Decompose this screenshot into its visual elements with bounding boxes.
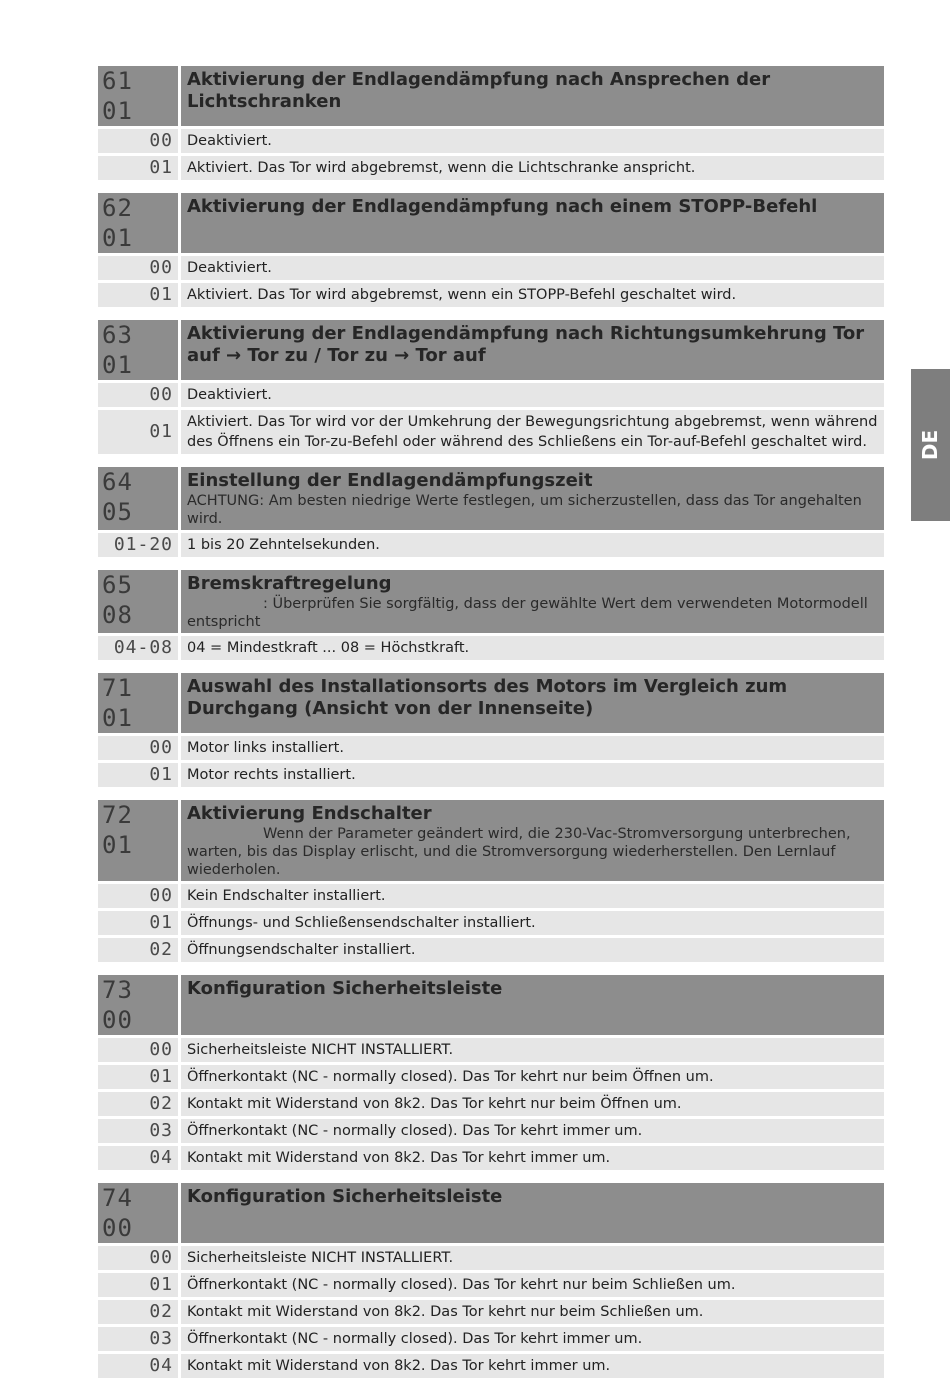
parameter-header	[98, 66, 884, 126]
option-row	[98, 156, 884, 180]
option-value: 01	[98, 1273, 178, 1297]
parameter-note	[187, 825, 878, 879]
parameter-note-text: ACHTUNG: Am besten niedrige Werte festlegen, um sicherzustellen, dass das Tor angehalten wird.	[187, 493, 862, 527]
option-value: 03	[98, 1327, 178, 1351]
option-row	[98, 1092, 884, 1116]
parameter-description	[181, 570, 884, 633]
parameter-description	[181, 800, 884, 881]
option-text: Deaktiviert.	[181, 256, 884, 280]
option-text: Kontakt mit Widerstand von 8k2. Das Tor kehrt immer um.	[181, 1354, 884, 1378]
parameter-header	[98, 800, 884, 881]
parameter-section	[98, 800, 884, 962]
option-text: Öffnerkontakt (NC - normally closed). Das Tor kehrt nur beim Schließen um.	[181, 1273, 884, 1297]
parameter-code: 74 00	[98, 1183, 178, 1243]
parameter-table	[98, 66, 884, 1391]
parameter-section	[98, 1183, 884, 1378]
parameter-note	[187, 595, 878, 631]
option-value: 00	[98, 736, 178, 760]
option-value: 01	[98, 763, 178, 787]
parameter-note-text: : Überprüfen Sie sorgfältig, dass der gewählte Wert dem verwendeten Motormodell entspricht	[187, 596, 868, 630]
parameter-header	[98, 1183, 884, 1243]
parameter-section	[98, 467, 884, 557]
parameter-description	[181, 320, 884, 380]
parameter-title: Aktivierung der Endlagendämpfung nach Richtungsumkehrung Tor auf → Tor zu / Tor zu → Tor auf	[187, 323, 865, 366]
option-text: Deaktiviert.	[181, 129, 884, 153]
parameter-note-text: Wenn der Parameter geändert wird, die 230-Vac-Stromversorgung unterbrechen, warten, bis das Display erlischt, und die Stromversorgung wiederherstellen. Den Lernlauf wiederholen.	[187, 826, 851, 878]
option-text: Aktiviert. Das Tor wird abgebremst, wenn ein STOPP-Befehl geschaltet wird.	[181, 283, 884, 307]
option-row	[98, 1354, 884, 1378]
parameter-code: 72 01	[98, 800, 178, 881]
option-text: Öffnungs- und Schließensendschalter installiert.	[181, 911, 884, 935]
option-text: 1 bis 20 Zehntelsekunden.	[181, 533, 884, 557]
option-value: 00	[98, 1246, 178, 1270]
option-row	[98, 1300, 884, 1324]
option-value: 00	[98, 256, 178, 280]
option-value: 01	[98, 156, 178, 180]
option-text: Öffnerkontakt (NC - normally closed). Das Tor kehrt nur beim Öffnen um.	[181, 1065, 884, 1089]
option-text: Motor links installiert.	[181, 736, 884, 760]
option-row	[98, 1246, 884, 1270]
option-row	[98, 884, 884, 908]
parameter-title: Aktivierung Endschalter	[187, 803, 432, 824]
parameter-header	[98, 975, 884, 1035]
option-value: 04	[98, 1146, 178, 1170]
option-row	[98, 763, 884, 787]
parameter-title: Aktivierung der Endlagendämpfung nach einem STOPP-Befehl	[187, 196, 818, 217]
option-row	[98, 410, 884, 454]
option-value: 00	[98, 383, 178, 407]
option-row	[98, 383, 884, 407]
option-row	[98, 736, 884, 760]
option-text: Öffnerkontakt (NC - normally closed). Das Tor kehrt immer um.	[181, 1327, 884, 1351]
option-value: 00	[98, 129, 178, 153]
option-row	[98, 1327, 884, 1351]
option-text: Aktiviert. Das Tor wird vor der Umkehrung der Bewegungsrichtung abgebremst, wenn während des Öffnens ein Tor-zu-Befehl oder während des Schließens ein Tor-auf-Befehl geschaltet wird.	[181, 410, 884, 454]
option-text: Kontakt mit Widerstand von 8k2. Das Tor kehrt immer um.	[181, 1146, 884, 1170]
option-row	[98, 938, 884, 962]
parameter-code: 64 05	[98, 467, 178, 530]
parameter-title: Bremskraftregelung	[187, 573, 392, 594]
parameter-note	[187, 492, 878, 528]
parameter-code: 63 01	[98, 320, 178, 380]
parameter-code: 65 08	[98, 570, 178, 633]
parameter-title: Aktivierung der Endlagendämpfung nach Ansprechen der Lichtschranken	[187, 69, 771, 112]
parameter-header	[98, 673, 884, 733]
option-text: Aktiviert. Das Tor wird abgebremst, wenn die Lichtschranke anspricht.	[181, 156, 884, 180]
option-row	[98, 283, 884, 307]
option-text: Kontakt mit Widerstand von 8k2. Das Tor kehrt nur beim Schließen um.	[181, 1300, 884, 1324]
parameter-header	[98, 570, 884, 633]
parameter-section	[98, 673, 884, 787]
option-value: 02	[98, 1300, 178, 1324]
parameter-description	[181, 193, 884, 253]
parameter-code: 62 01	[98, 193, 178, 253]
parameter-description	[181, 467, 884, 530]
option-value: 04-08	[98, 636, 178, 660]
language-tab-label: DE	[918, 429, 943, 461]
parameter-section	[98, 975, 884, 1170]
option-row	[98, 129, 884, 153]
option-row	[98, 1273, 884, 1297]
parameter-header	[98, 320, 884, 380]
option-value: 01	[98, 283, 178, 307]
option-text: 04 = Mindestkraft ... 08 = Höchstkraft.	[181, 636, 884, 660]
parameter-section	[98, 66, 884, 180]
option-text: Öffnerkontakt (NC - normally closed). Das Tor kehrt immer um.	[181, 1119, 884, 1143]
parameter-description	[181, 975, 884, 1035]
option-text: Kein Endschalter installiert.	[181, 884, 884, 908]
parameter-code: 71 01	[98, 673, 178, 733]
parameter-title: Einstellung der Endlagendämpfungszeit	[187, 470, 593, 491]
option-value: 01-20	[98, 533, 178, 557]
option-row	[98, 911, 884, 935]
parameter-description	[181, 673, 884, 733]
parameter-header	[98, 193, 884, 253]
option-row	[98, 636, 884, 660]
option-row	[98, 1146, 884, 1170]
option-text: Sicherheitsleiste NICHT INSTALLIERT.	[181, 1246, 884, 1270]
option-row	[98, 533, 884, 557]
option-value: 01	[98, 410, 178, 454]
option-value: 04	[98, 1354, 178, 1378]
option-row	[98, 1119, 884, 1143]
option-value: 01	[98, 1065, 178, 1089]
parameter-title: Konfiguration Sicherheitsleiste	[187, 978, 503, 999]
option-text: Kontakt mit Widerstand von 8k2. Das Tor kehrt nur beim Öffnen um.	[181, 1092, 884, 1116]
option-row	[98, 1038, 884, 1062]
parameter-header	[98, 467, 884, 530]
option-value: 00	[98, 1038, 178, 1062]
option-text: Sicherheitsleiste NICHT INSTALLIERT.	[181, 1038, 884, 1062]
parameter-title: Konfiguration Sicherheitsleiste	[187, 1186, 503, 1207]
parameter-title: Auswahl des Installationsorts des Motors im Vergleich zum Durchgang (Ansicht von der Innenseite)	[187, 676, 788, 719]
option-value: 02	[98, 938, 178, 962]
language-tab	[911, 369, 950, 521]
parameter-section	[98, 570, 884, 660]
option-row	[98, 256, 884, 280]
parameter-description	[181, 66, 884, 126]
parameter-code: 73 00	[98, 975, 178, 1035]
parameter-section	[98, 193, 884, 307]
option-value: 01	[98, 911, 178, 935]
option-value: 00	[98, 884, 178, 908]
parameter-section	[98, 320, 884, 454]
option-value: 02	[98, 1092, 178, 1116]
option-text: Öffnungsendschalter installiert.	[181, 938, 884, 962]
option-row	[98, 1065, 884, 1089]
option-value: 03	[98, 1119, 178, 1143]
option-text: Deaktiviert.	[181, 383, 884, 407]
parameter-code: 61 01	[98, 66, 178, 126]
parameter-description	[181, 1183, 884, 1243]
option-text: Motor rechts installiert.	[181, 763, 884, 787]
